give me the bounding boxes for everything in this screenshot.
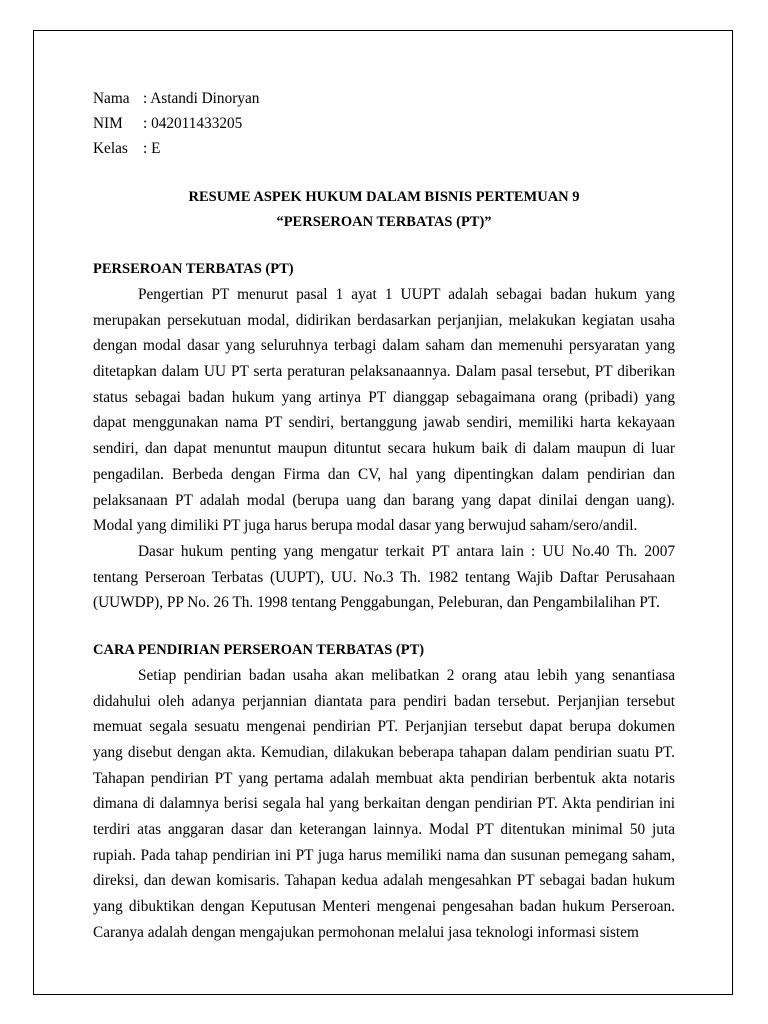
paragraph-line: dengan modal dasar yang seluruhnya terbagi dalam saham dan memenuhi persyaratan yang: [93, 337, 675, 355]
paragraph-line: direksi, dan dewan komisaris. Tahapan kedua adalah mengesahkan PT sebagai badan hukum: [93, 872, 675, 890]
student-info: [93, 86, 675, 161]
meta-kelas: [93, 136, 675, 161]
document-subtitle: “PERSEROAN TERBATAS (PT)”: [276, 214, 492, 230]
meta-value: : Astandi Dinoryan: [143, 90, 260, 107]
paragraph-line: Tahapan pendirian PT yang pertama adalah membuat akta pendirian berbentuk akta notaris: [93, 769, 675, 787]
paragraph-line: pelaksanaan PT adalah modal (berupa uang dan barang yang dapat dinilai dengan uang).: [93, 491, 675, 509]
paragraph-line: dapat menggunakan nama PT sendiri, bertanggung jawab sendiri, memiliki harta kekayaan: [93, 414, 675, 432]
paragraph-line: Caranya adalah dengan mengajukan permohonan melalui jasa teknologi informasi sistem: [93, 923, 639, 941]
paragraph-line: tentang Perseroan Terbatas (UUPT), UU. No.3 Th. 1982 tentang Wajib Daftar Perusahaan: [93, 568, 675, 586]
paragraph: [93, 663, 675, 946]
paragraph-line: yang disebut dengan akta. Kemudian, dilakukan beberapa tahapan dalam pendirian suatu PT.: [93, 744, 675, 761]
document-body: [93, 86, 675, 946]
paragraph-line: Pengertian PT menurut pasal 1 ayat 1 UUPT adalah sebagai badan hukum yang: [138, 286, 675, 303]
paragraph-line: Dasar hukum penting yang mengatur terkait PT antara lain : UU No.40 Th. 2007: [138, 542, 675, 560]
paragraph-line: merupakan persekutuan modal, didirikan berdasarkan perjanjian, melakukan kegiatan usaha: [93, 311, 675, 329]
paragraph-line: ditetapkan dalam UU PT serta peraturan pelaksanaannya. Dalam pasal tersebut, PT diberikan: [93, 363, 675, 381]
meta-value: : E: [143, 140, 161, 157]
paragraph-line: memuat segala sesuatu mengenai pendirian PT. Perjanjian tersebut dapat berupa dokumen: [93, 718, 675, 736]
paragraph-line: didahului oleh adanya perjannian diantata para pendiri badan tersebut. Perjanjian tersebut: [93, 692, 675, 710]
meta-key: Nama: [93, 90, 130, 107]
document-title: RESUME ASPEK HUKUM DALAM BISNIS PERTEMUAN 9: [188, 189, 580, 205]
paragraph-line: sendiri, dan dapat menuntut maupun dituntut secara hukum baik di dalam maupun di luar: [93, 440, 675, 458]
paragraph: [93, 282, 675, 539]
paragraph-line: pengadilan. Berbeda dengan Firma dan CV, hal yang dipentingkan dalam pendirian dan: [93, 465, 675, 483]
paragraph-line: status sebagai badan hukum yang artinya PT dianggap sebagaimana orang (pribadi) yang: [93, 388, 675, 406]
section-heading: PERSEROAN TERBATAS (PT): [93, 261, 294, 277]
paragraph-line: rupiah. Pada tahap pendirian ini PT juga harus memiliki nama dan susunan pemegang saham,: [93, 846, 675, 864]
paragraph-line: Setiap pendirian badan usaha akan melibatkan 2 orang atau lebih yang senantiasa: [138, 666, 675, 684]
section-heading: CARA PENDIRIAN PERSEROAN TERBATAS (PT): [93, 641, 425, 658]
paragraph-line: terdiri atas anggaran dasar dan keterangan lainnya. Modal PT ditentukan minimal 50 juta: [93, 821, 675, 839]
meta-key: NIM: [93, 115, 123, 132]
meta-name: [93, 86, 675, 111]
meta-key: Kelas: [93, 140, 128, 157]
paragraph: [93, 539, 675, 616]
paragraph-line: (UUWDP), PP No. 26 Th. 1998 tentang Penggabungan, Peleburan, dan Pengambilalihan PT.: [93, 594, 660, 612]
paragraph-line: dimana di dalamnya berisi segala hal yang berkaitan dengan pendirian PT. Akta pendirian ini: [93, 795, 675, 813]
meta-value: : 042011433205: [143, 115, 243, 132]
paragraph-line: yang dibuktikan dengan Keputusan Menteri mengenai pengesahan badan hukum Perseroan.: [93, 898, 675, 916]
meta-nim: [93, 111, 675, 136]
paragraph-line: Modal yang dimiliki PT juga harus berupa modal dasar yang berwujud saham/sero/andil.: [93, 517, 638, 535]
